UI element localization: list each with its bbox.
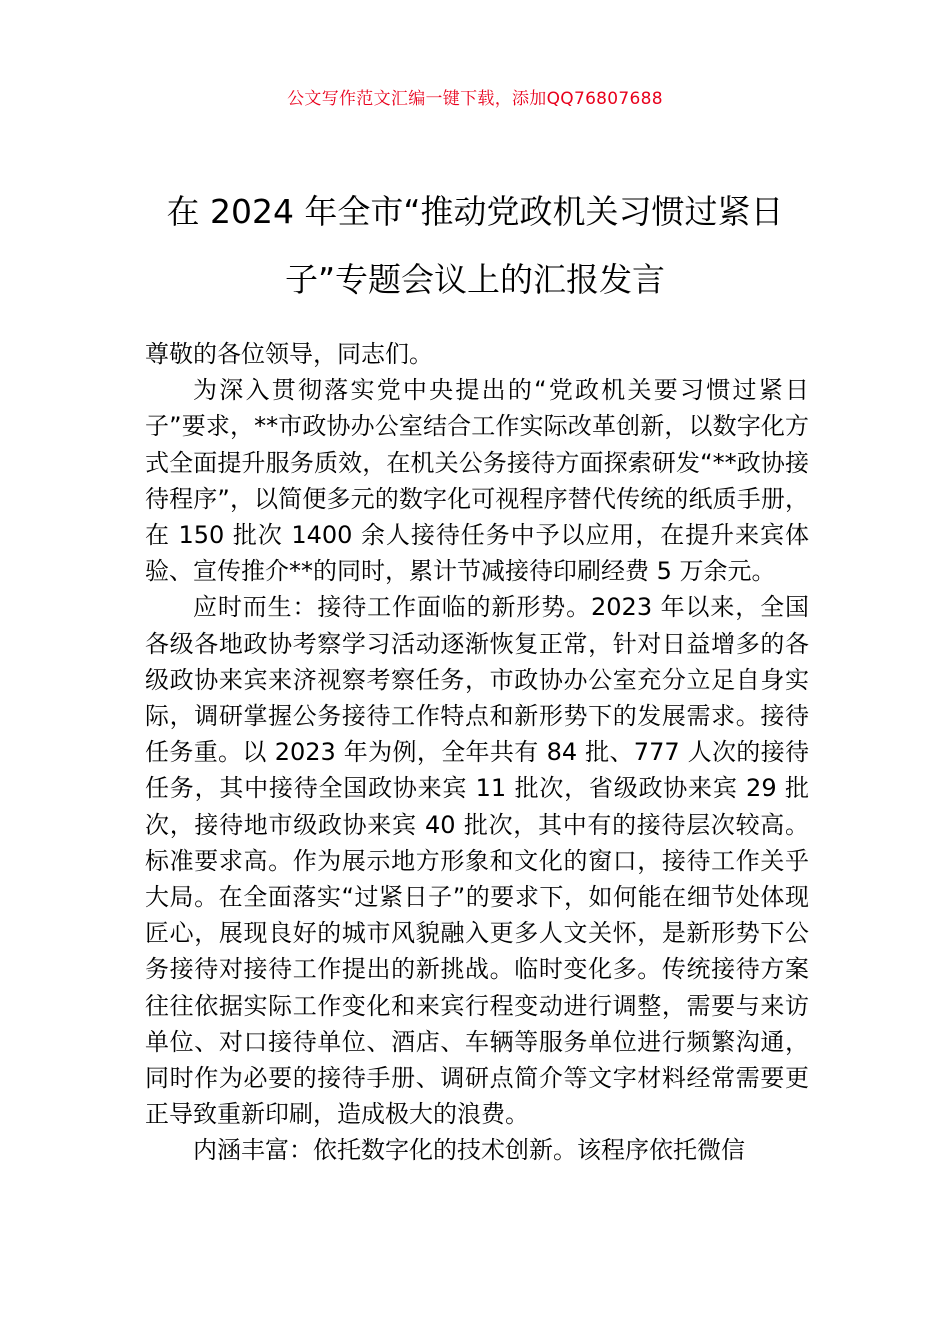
salutation: 尊敬的各位领导，同志们。: [145, 340, 433, 368]
paragraph-new-situation: 应时而生：接待工作面临的新形势。2023 年以来，全国各级各地政协考察学习活动逐渐恢复正常，针对日益增多的各级政协来宾来济视察考察任务，市政协办公室充分立足自身实际，调研掌握公务接待工作特点和新形势下的发展需求。接待任务重。以 2023 年为例，全年共有 84 批、777 人次的接待任务，其中接待全国政协来宾 11 批次，省级政协来宾 29 批次，接待地市级政协来宾 40 批次，其中有的接待层次较高。标准要求高。作为展示地方形象和文化的窗口，接待工作关乎大局。在全面落实“过紧日子”的要求下，如何能在细节处体现匠心，展现良好的城市风貌融入更多人文关怀，是新形势下公务接待对接待工作提出的新挑战。临时变化多。传统接待方案往往依据实际工作变化和来宾行程变动进行调整，需要与来访单位、对口接待单位、酒店、车辆等服务单位进行频繁沟通，同时作为必要的接待手册、调研点简介等文字材料经常需要更正导致重新印刷，造成极大的浪费。: [145, 593, 809, 1129]
title-line-2: 子”专题会议上的汇报发言: [284, 260, 666, 299]
title-line-1: 在 2024 年全市“推动党政机关习惯过紧日: [166, 192, 784, 231]
download-promo-note: 公文写作范文汇编一键下载，添加QQ76807688: [287, 89, 663, 109]
document-title: [110, 178, 840, 314]
document-body: [145, 336, 809, 1169]
paragraph-intro: 为深入贯彻落实党中央提出的“党政机关要习惯过紧日子”要求，**市政协办公室结合工作实际改革创新，以数字化方式全面提升服务质效，在机关公务接待方面探索研发“**政协接待程序”，以简便多元的数字化可视程序替代传统的纸质手册，在 150 批次 1400 余人接待任务中予以应用，在提升来宾体验、宣传推介**的同时，累计节减接待印刷经费 5 万余元。: [145, 376, 809, 586]
paragraph-innovation: 内涵丰富：依托数字化的技术创新。该程序依托微信: [193, 1136, 745, 1165]
